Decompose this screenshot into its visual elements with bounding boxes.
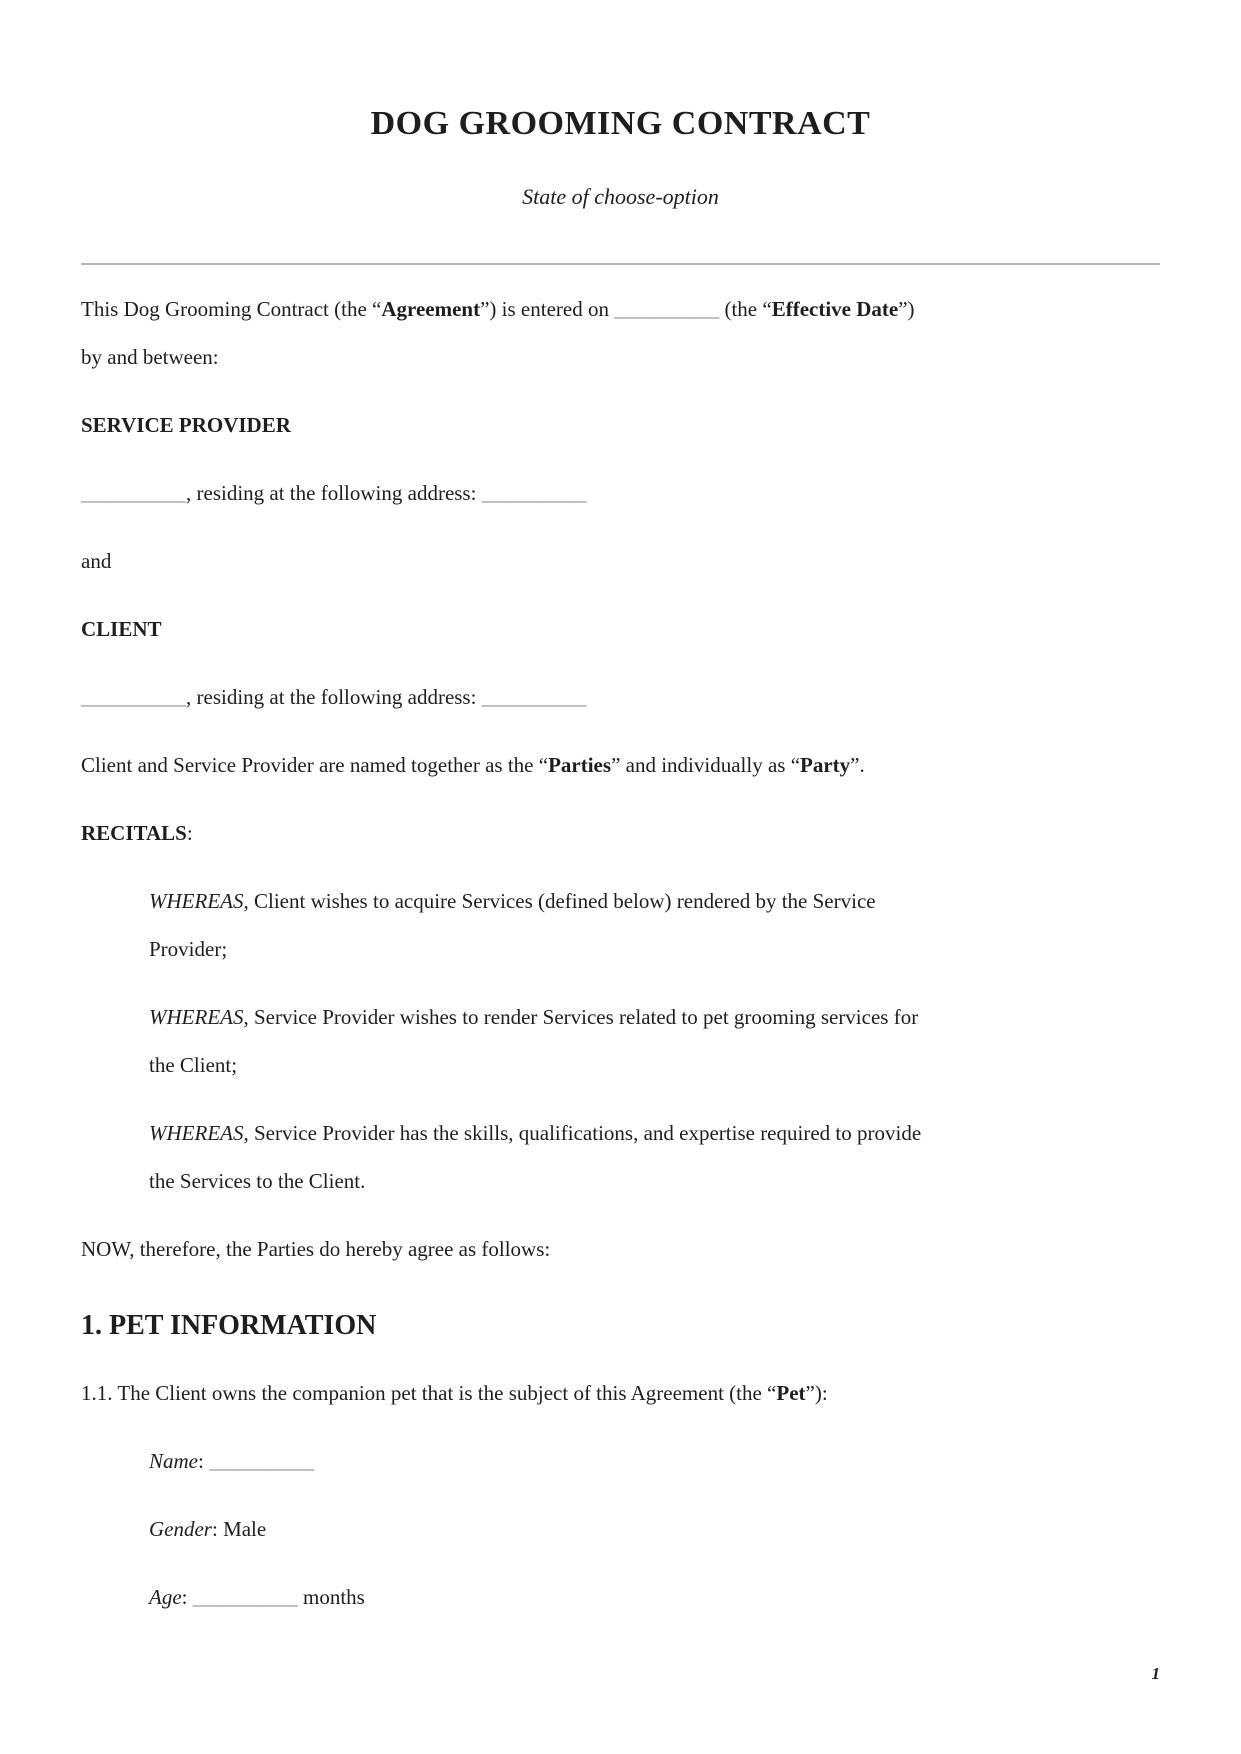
intro-text: ”) — [898, 297, 915, 322]
name-label: Name — [149, 1448, 198, 1473]
client-details — [81, 673, 1160, 721]
effective-date-blank: __________ — [614, 297, 720, 322]
whereas-text: the Client; — [149, 1053, 238, 1078]
age-label: Age — [149, 1584, 182, 1609]
client-label: CLIENT — [81, 617, 162, 642]
contract-title: DOG GROOMING CONTRACT — [370, 105, 871, 142]
clause-1-1 — [81, 1369, 1160, 1417]
whereas-text: the Services to the Client. — [149, 1169, 366, 1194]
parties-definition — [81, 741, 1160, 789]
parties-text: ” and individually as “ — [611, 753, 801, 778]
parties-text: Client and Service Provider are named together as the “ — [81, 753, 549, 778]
parties-text: ”. — [850, 753, 865, 778]
and-text: and — [81, 549, 112, 574]
client-heading — [81, 605, 1160, 653]
client-name-blank: __________ — [81, 685, 186, 710]
whereas-text: , Client wishes to acquire Services (defined below) rendered by the Service — [243, 889, 876, 914]
pet-age-field — [149, 1573, 1160, 1621]
section-1-heading: 1. PET INFORMATION — [81, 1310, 377, 1342]
service-provider-label: SERVICE PROVIDER — [81, 413, 291, 438]
now-therefore-text: NOW, therefore, the Parties do hereby agree as follows: — [81, 1237, 551, 1262]
provider-address-blank: __________ — [481, 481, 587, 506]
whereas-text: Provider; — [149, 937, 228, 962]
pet-name-field — [149, 1437, 1160, 1485]
parties-term: Parties — [548, 753, 612, 778]
service-provider-heading — [81, 401, 1160, 449]
intro-text: (the “ — [719, 297, 772, 322]
recitals-colon: : — [186, 821, 193, 846]
client-address-blank: __________ — [481, 685, 587, 710]
intro-text: by and between: — [81, 345, 219, 370]
intro-text: ”) is entered on — [480, 297, 615, 322]
age-separator: : — [181, 1584, 193, 1609]
intro-text: This Dog Grooming Contract (the “ — [81, 297, 382, 322]
state-subtitle: State of choose-option — [522, 183, 719, 209]
residing-text: , residing at the following address: — [186, 481, 482, 506]
section-divider — [81, 263, 1160, 265]
intro-paragraph — [81, 285, 1160, 381]
recitals-label: RECITALS — [81, 821, 187, 846]
age-blank: __________ — [192, 1584, 298, 1609]
whereas-clause-1 — [149, 877, 1160, 973]
clause-text: ”): — [805, 1380, 828, 1405]
residing-text: , residing at the following address: — [186, 685, 482, 710]
gender-value: : Male — [211, 1516, 267, 1541]
name-blank: __________ — [209, 1448, 315, 1473]
gender-label: Gender — [149, 1516, 212, 1541]
effective-date-term: Effective Date — [771, 297, 899, 322]
clause-text: 1.1. The Client owns the companion pet that is the subject of this Agreement (the “ — [81, 1380, 777, 1405]
name-separator: : — [198, 1448, 210, 1473]
party-term: Party — [800, 753, 851, 778]
provider-name-blank: __________ — [81, 481, 186, 506]
whereas-clause-3 — [149, 1109, 1160, 1205]
whereas-text: , Service Provider wishes to render Services related to pet grooming services for — [243, 1005, 919, 1030]
agreement-term: Agreement — [381, 297, 481, 322]
whereas-clause-2 — [149, 993, 1160, 1089]
and-connector — [81, 537, 1160, 585]
service-provider-details — [81, 469, 1160, 517]
whereas-keyword: WHEREAS — [149, 1121, 244, 1146]
pet-term: Pet — [776, 1380, 806, 1405]
whereas-text: , Service Provider has the skills, qualifications, and expertise required to provide — [243, 1121, 922, 1146]
age-suffix: months — [297, 1584, 365, 1609]
pet-gender-field — [149, 1505, 1160, 1553]
now-therefore-line — [81, 1225, 1160, 1273]
page-number: 1 — [1151, 1664, 1160, 1683]
whereas-keyword: WHEREAS — [149, 1005, 244, 1030]
whereas-keyword: WHEREAS — [149, 889, 244, 914]
recitals-heading — [81, 809, 1160, 857]
